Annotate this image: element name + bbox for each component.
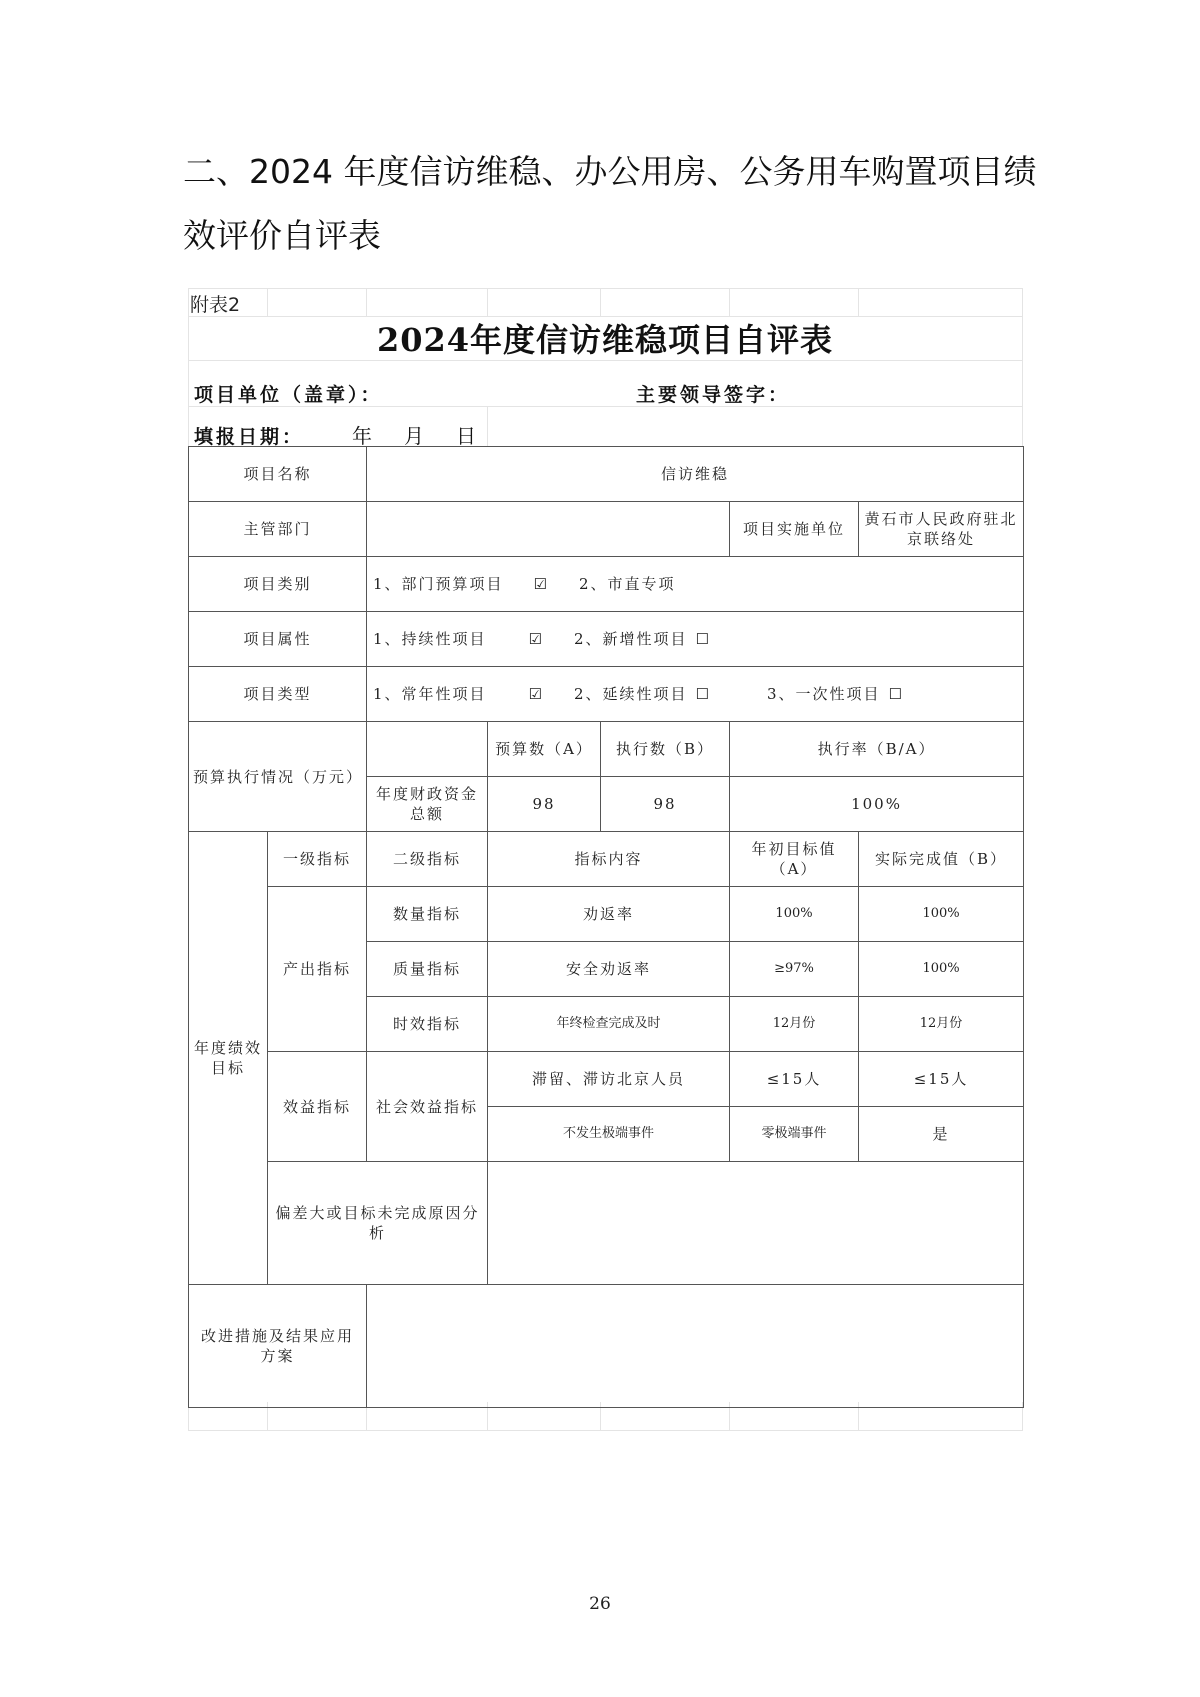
output-actual: 100% bbox=[859, 942, 1024, 997]
benefit-content: 不发生极端事件 bbox=[488, 1107, 730, 1162]
row-type bbox=[189, 667, 1024, 722]
faint-grid-right bbox=[1022, 288, 1023, 446]
self-evaluation-table bbox=[188, 446, 1024, 1408]
dept-value bbox=[367, 502, 730, 557]
faint-grid-left bbox=[188, 288, 189, 446]
budget-b-value: 98 bbox=[601, 777, 730, 832]
row-deviation bbox=[189, 1162, 1024, 1285]
benefit-target: ≤15人 bbox=[730, 1052, 859, 1107]
faint-grid-bottom bbox=[188, 1430, 1023, 1431]
checkbox-checked-icon: ☑ bbox=[528, 630, 545, 648]
benefit-target: 零极端事件 bbox=[730, 1107, 859, 1162]
performance-section-label: 年度绩效目标 bbox=[189, 832, 268, 1285]
budget-col-rate: 执行率（B/A） bbox=[730, 722, 1024, 777]
header-content: 指标内容 bbox=[488, 832, 730, 887]
output-target: 100% bbox=[730, 887, 859, 942]
impl-unit-label: 项目实施单位 bbox=[730, 502, 859, 557]
improvement-label: 改进措施及结果应用方案 bbox=[189, 1285, 367, 1408]
benefit-level2: 社会效益指标 bbox=[367, 1052, 488, 1162]
type-opt1: 1、常年性项目 bbox=[373, 685, 487, 703]
output-level2: 质量指标 bbox=[367, 942, 488, 997]
checkbox-empty-icon: ☐ bbox=[695, 630, 712, 648]
checkbox-checked-icon: ☑ bbox=[533, 575, 550, 593]
attachment-label: 附表2 bbox=[190, 294, 241, 316]
output-content: 安全劝返率 bbox=[488, 942, 730, 997]
output-content: 年终检查完成及时 bbox=[488, 997, 730, 1052]
header-target: 年初目标值（A） bbox=[730, 832, 859, 887]
output-actual: 100% bbox=[859, 887, 1024, 942]
type-label: 项目类型 bbox=[189, 667, 367, 722]
impl-unit-value: 黄石市人民政府驻北京联络处 bbox=[859, 502, 1024, 557]
row-attribute bbox=[189, 612, 1024, 667]
budget-rate-value: 100% bbox=[730, 777, 1024, 832]
report-date-label: 填报日期： bbox=[194, 426, 305, 448]
deviation-value bbox=[488, 1162, 1024, 1285]
output-actual: 12月份 bbox=[859, 997, 1024, 1052]
type-opt3: 3、一次性项目 bbox=[767, 685, 881, 703]
row-improvement bbox=[189, 1285, 1024, 1408]
faint-grid-vline bbox=[600, 288, 601, 316]
checkbox-empty-icon: ☐ bbox=[695, 685, 712, 703]
unit-seal-label: 项目单位（盖章）： bbox=[194, 384, 383, 406]
section-heading: 二、2024 年度信访维稳、办公用房、公务用车购置项目绩效评价自评表 bbox=[183, 152, 1037, 255]
deviation-label: 偏差大或目标未完成原因分析 bbox=[268, 1162, 488, 1285]
faint-grid-vline bbox=[267, 288, 268, 316]
checkbox-checked-icon: ☑ bbox=[528, 685, 545, 703]
row-department bbox=[189, 502, 1024, 557]
checkbox-empty-icon: ☐ bbox=[888, 685, 905, 703]
header-level1: 一级指标 bbox=[268, 832, 367, 887]
budget-label: 预算执行情况（万元） bbox=[189, 722, 367, 832]
output-level2: 数量指标 bbox=[367, 887, 488, 942]
category-options bbox=[367, 557, 1024, 612]
benefit-actual: ≤15人 bbox=[859, 1052, 1024, 1107]
category-opt2: 2、市直专项 bbox=[579, 575, 676, 593]
header-level2: 二级指标 bbox=[367, 832, 488, 887]
category-label: 项目类别 bbox=[189, 557, 367, 612]
attribute-opt1: 1、持续性项目 bbox=[373, 630, 487, 648]
project-name-label: 项目名称 bbox=[189, 447, 367, 502]
output-indicator-label: 产出指标 bbox=[268, 887, 367, 1052]
date-year: 年 bbox=[352, 424, 372, 448]
faint-grid-vline bbox=[729, 288, 730, 316]
output-target: 12月份 bbox=[730, 997, 859, 1052]
attribute-options bbox=[367, 612, 1024, 667]
type-opt2: 2、延续性项目 bbox=[574, 685, 688, 703]
budget-a-value: 98 bbox=[488, 777, 601, 832]
table-row bbox=[189, 1052, 1024, 1107]
row-performance-header bbox=[189, 832, 1024, 887]
row-budget-header bbox=[189, 722, 1024, 777]
project-name-value: 信访维稳 bbox=[367, 447, 1024, 502]
faint-grid-vline bbox=[487, 288, 488, 316]
table-row bbox=[189, 887, 1024, 942]
budget-blank-header bbox=[367, 722, 488, 777]
budget-col-a: 预算数（A） bbox=[488, 722, 601, 777]
header-actual: 实际完成值（B） bbox=[859, 832, 1024, 887]
output-level2: 时效指标 bbox=[367, 997, 488, 1052]
page-number: 26 bbox=[589, 1594, 611, 1614]
row-category bbox=[189, 557, 1024, 612]
faint-grid-top bbox=[188, 288, 1023, 289]
attribute-label: 项目属性 bbox=[189, 612, 367, 667]
faint-grid-vline bbox=[366, 288, 367, 316]
type-options bbox=[367, 667, 1024, 722]
faint-grid-vline bbox=[858, 288, 859, 316]
leader-signature-label: 主要领导签字： bbox=[636, 384, 791, 406]
benefit-content: 滞留、滞访北京人员 bbox=[488, 1052, 730, 1107]
budget-row-label: 年度财政资金总额 bbox=[367, 777, 488, 832]
benefit-actual: 是 bbox=[859, 1107, 1024, 1162]
budget-col-b: 执行数（B） bbox=[601, 722, 730, 777]
output-target: ≥97% bbox=[730, 942, 859, 997]
table-title: 2024年度信访维稳项目自评表 bbox=[376, 321, 834, 359]
attribute-opt2: 2、新增性项目 bbox=[574, 630, 688, 648]
output-content: 劝返率 bbox=[488, 887, 730, 942]
date-month: 月 bbox=[404, 424, 424, 448]
dept-label: 主管部门 bbox=[189, 502, 367, 557]
faint-grid-vline bbox=[487, 406, 488, 446]
category-opt1: 1、部门预算项目 bbox=[373, 575, 504, 593]
benefit-indicator-label: 效益指标 bbox=[268, 1052, 367, 1162]
row-project-name bbox=[189, 447, 1024, 502]
improvement-value bbox=[367, 1285, 1024, 1408]
date-day: 日 bbox=[456, 424, 476, 448]
